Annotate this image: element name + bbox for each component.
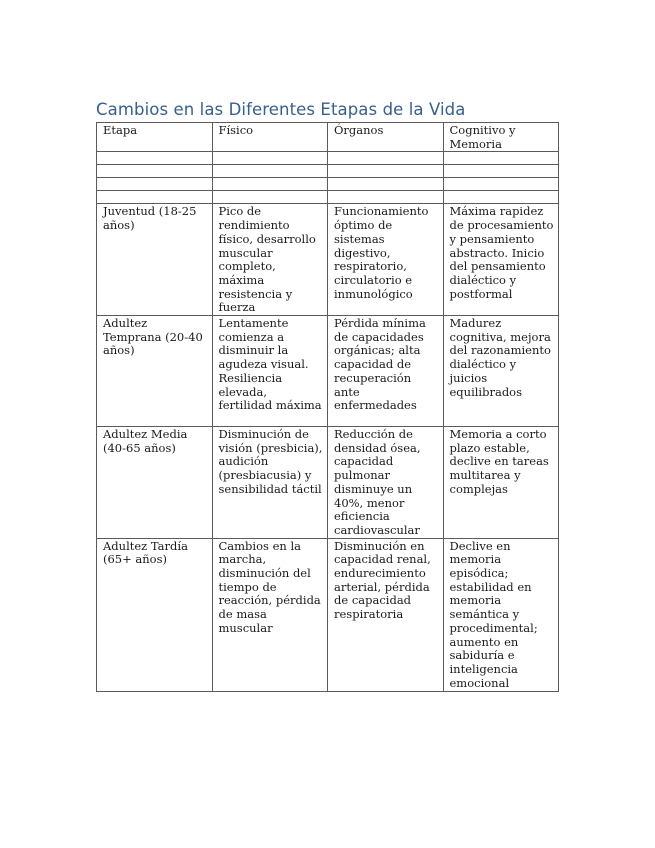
empty-cell	[328, 165, 444, 178]
table-row-adultez-temprana	[97, 316, 559, 427]
page-title: Cambios en las Diferentes Etapas de la Vida	[96, 100, 466, 119]
table-row-juventud	[97, 204, 559, 316]
cell-etapa: Adultez Tardía (65+ años)	[97, 538, 213, 691]
header-cognitivo: Cognitivo y Memoria	[443, 123, 559, 152]
empty-cell	[443, 152, 559, 165]
empty-cell	[328, 178, 444, 191]
empty-cell	[328, 152, 444, 165]
empty-row	[97, 191, 559, 204]
empty-row	[97, 152, 559, 165]
empty-row	[97, 178, 559, 191]
table-header-row	[97, 123, 559, 152]
empty-cell	[443, 165, 559, 178]
cell-organos: Reducción de densidad ósea, capacidad pulmonar disminuye un 40%, menor eficiencia cardiovascular	[328, 427, 444, 539]
empty-cell	[97, 152, 213, 165]
cell-cognitivo: Memoria a corto plazo estable, declive en tareas multitarea y complejas	[443, 427, 559, 539]
empty-cell	[328, 191, 444, 204]
empty-cell	[443, 191, 559, 204]
empty-cell	[97, 191, 213, 204]
cell-cognitivo: Declive en memoria episódica; estabilidad en memoria semántica y procedimental; aumento en sabiduría e inteligencia emocional	[443, 538, 559, 691]
empty-cell	[443, 178, 559, 191]
cell-fisico: Pico de rendimiento físico, desarrollo muscular completo, máxima resistencia y fuerza	[212, 204, 328, 316]
table-row-adultez-tardia	[97, 538, 559, 691]
cell-organos: Funcionamiento óptimo de sistemas digestivo, respiratorio, circulatorio e inmunológico	[328, 204, 444, 316]
empty-cell	[212, 165, 328, 178]
cell-etapa: Adultez Temprana (20-40 años)	[97, 316, 213, 427]
cell-organos: Disminución en capacidad renal, endurecimiento arterial, pérdida de capacidad respiratoria	[328, 538, 444, 691]
header-fisico: Físico	[212, 123, 328, 152]
cell-fisico: Disminución de visión (presbicia), audición (presbiacusia) y sensibilidad táctil	[212, 427, 328, 539]
cell-organos: Pérdida mínima de capacidades orgánicas; alta capacidad de recuperación ante enfermedades	[328, 316, 444, 427]
life-stages-table	[96, 122, 559, 692]
empty-row	[97, 165, 559, 178]
cell-fisico: Lentamente comienza a disminuir la agudeza visual. Resiliencia elevada, fertilidad máxima	[212, 316, 328, 427]
empty-cell	[97, 165, 213, 178]
cell-etapa: Adultez Media (40-65 años)	[97, 427, 213, 539]
cell-etapa: Juventud (18-25 años)	[97, 204, 213, 316]
table-row-adultez-media	[97, 427, 559, 539]
empty-cell	[212, 191, 328, 204]
empty-cell	[212, 152, 328, 165]
header-etapa: Etapa	[97, 123, 213, 152]
empty-cell	[212, 178, 328, 191]
cell-cognitivo: Madurez cognitiva, mejora del razonamiento dialéctico y juicios equilibrados	[443, 316, 559, 427]
header-organos: Órganos	[328, 123, 444, 152]
cell-cognitivo: Máxima rapidez de procesamiento y pensamiento abstracto. Inicio del pensamiento dialéctico y postformal	[443, 204, 559, 316]
cell-fisico: Cambios en la marcha, disminución del tiempo de reacción, pérdida de masa muscular	[212, 538, 328, 691]
empty-cell	[97, 178, 213, 191]
